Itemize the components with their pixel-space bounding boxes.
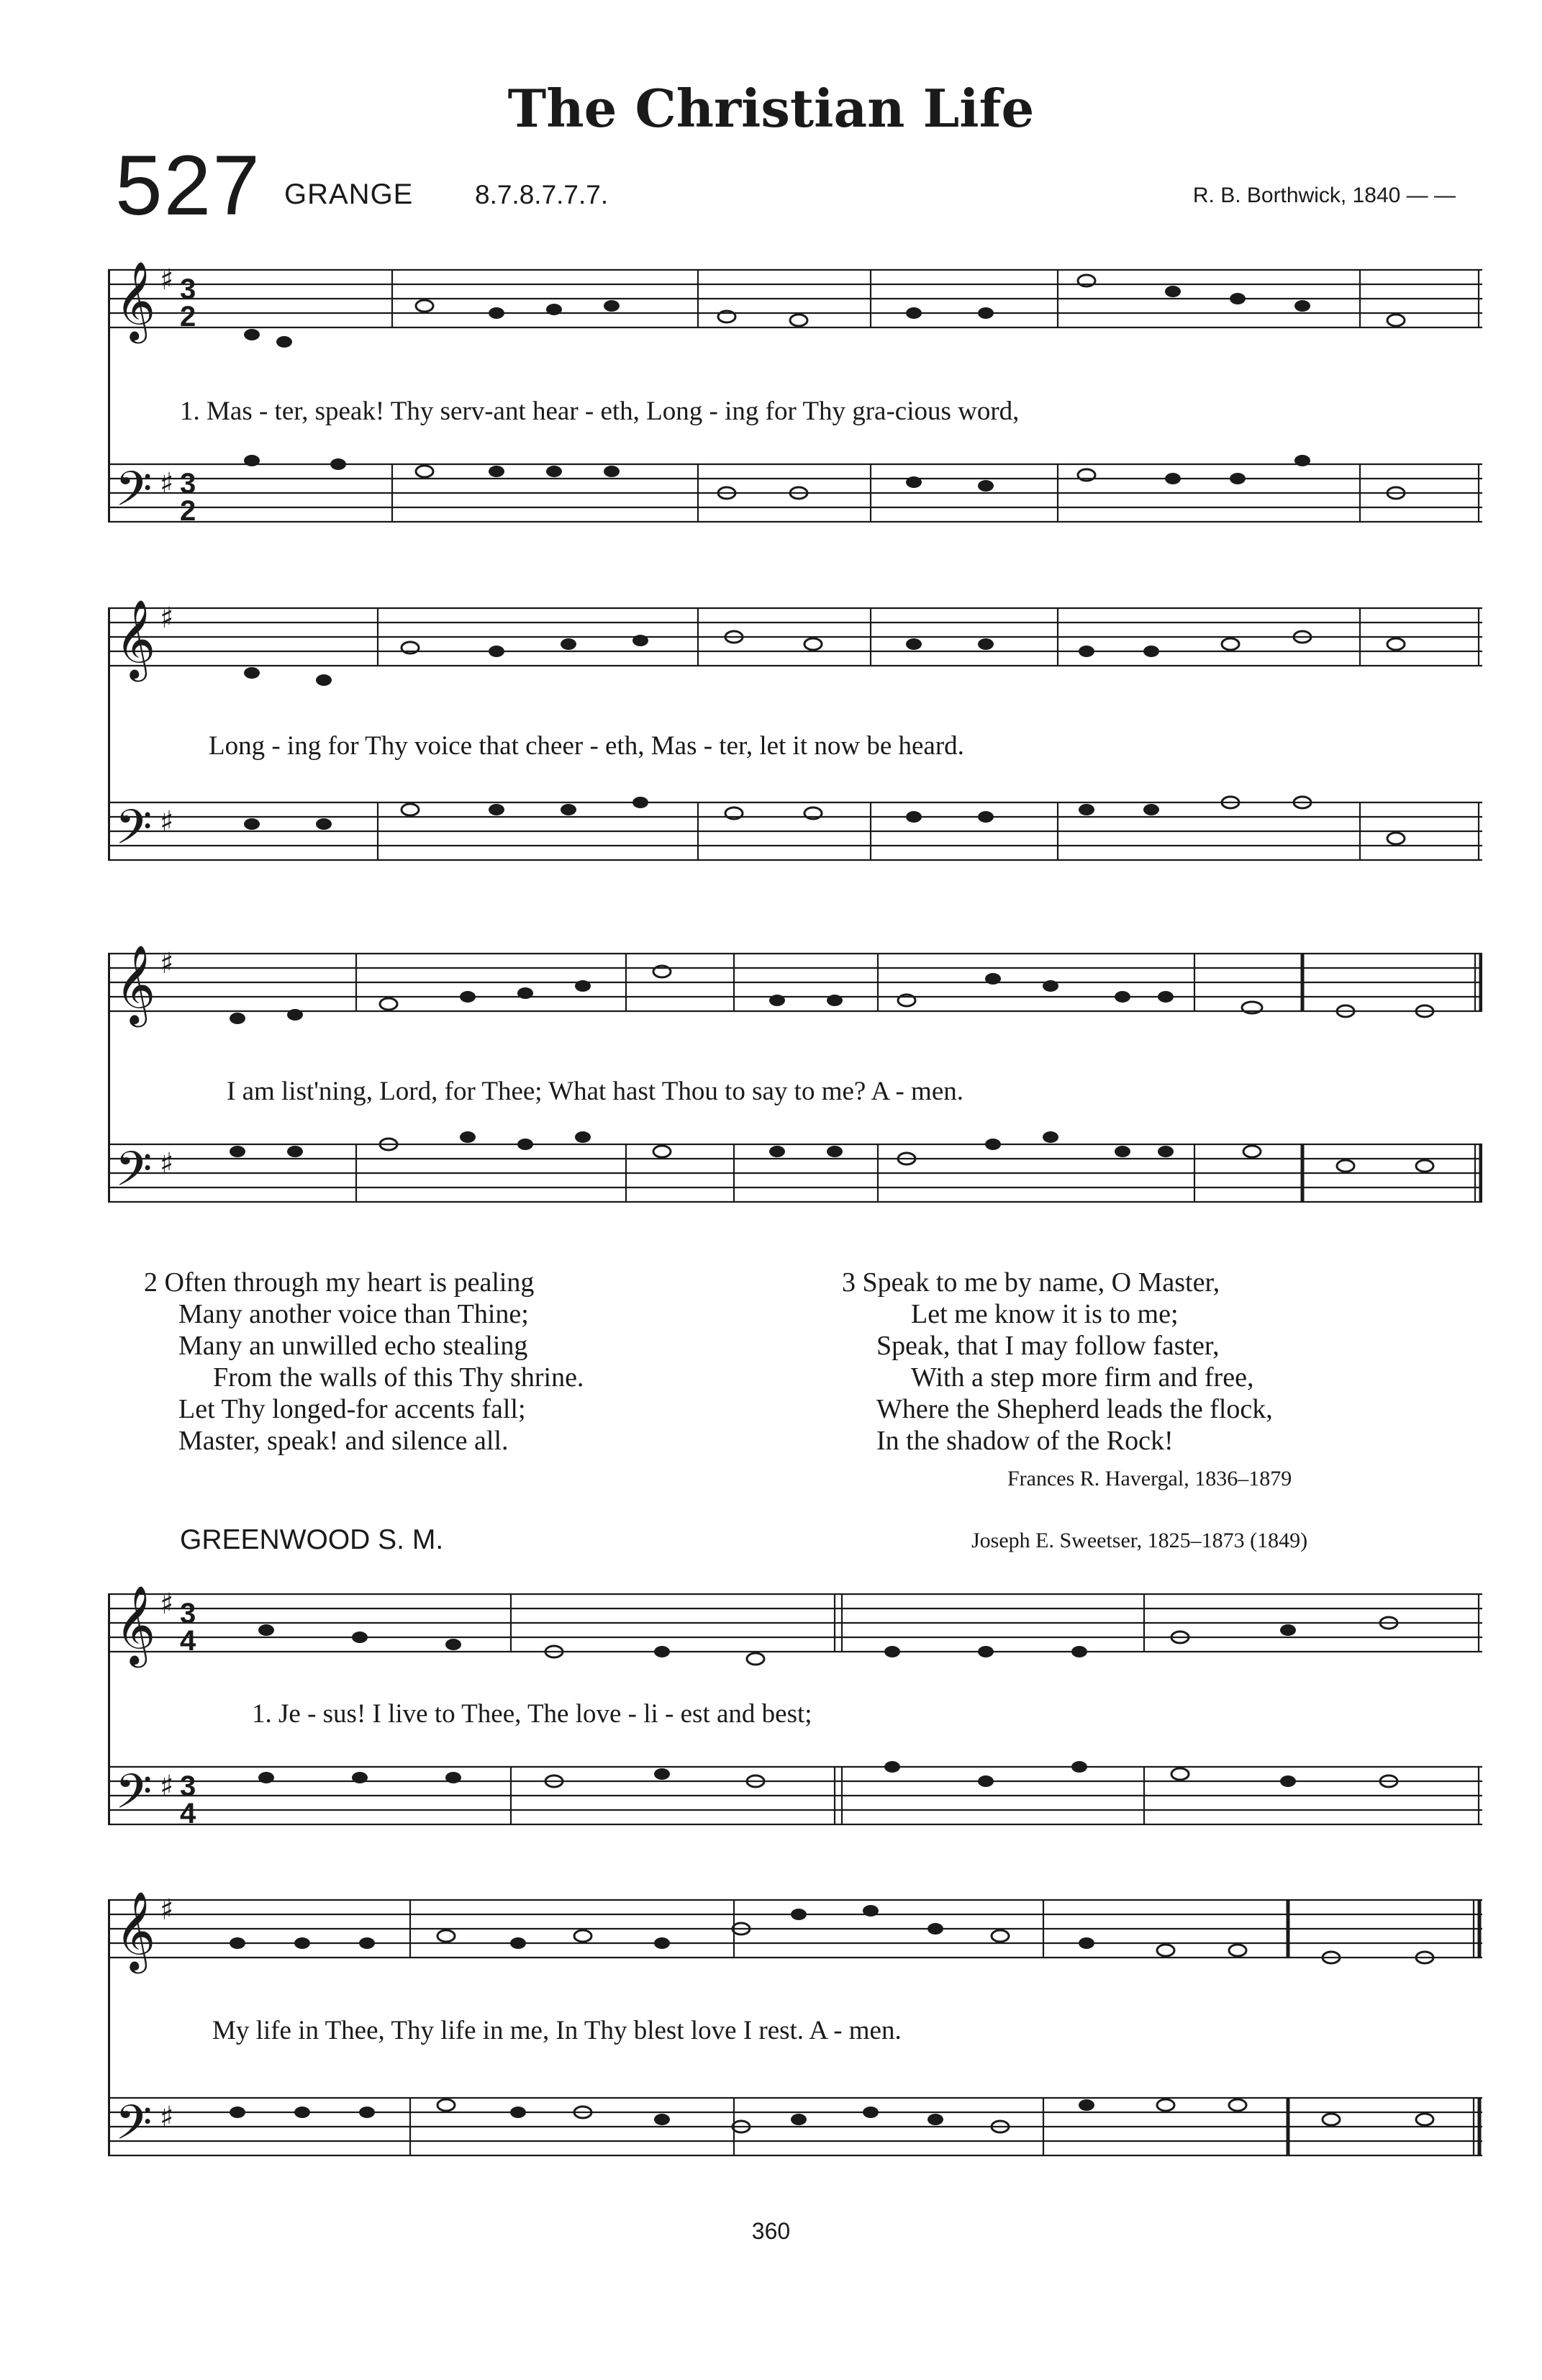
svg-text:3: 3 <box>180 1770 196 1802</box>
music-system-2 <box>108 583 1482 885</box>
svg-text:𝄢: 𝄢 <box>115 2095 153 2162</box>
stanza-line: Master, speak! and silence all. <box>178 1426 509 1456</box>
svg-text:2: 2 <box>180 301 196 332</box>
music-system-4 <box>108 1569 1482 1857</box>
composer-credit: R. B. Borthwick, 1840 — — <box>1192 184 1456 207</box>
stanza-line: From the walls of this Thy shrine. <box>213 1362 584 1393</box>
stanza-2 <box>144 1267 584 1457</box>
music-system-5 <box>108 1875 1482 2191</box>
svg-text:♯: ♯ <box>160 263 174 297</box>
svg-text:𝄢: 𝄢 <box>115 1764 153 1831</box>
composer-credit: Joseph E. Sweetser, 1825–1873 (1849) <box>971 1529 1308 1552</box>
lyric-line: Long - ing for Thy voice that cheer - eth, Mas - ter, let it now be heard. <box>209 731 964 761</box>
stanza-line: Many an unwilled echo stealing <box>178 1331 528 1361</box>
tune-name: GRANGE <box>284 178 414 210</box>
meter: 8.7.8.7.7.7. <box>475 180 609 209</box>
stanza-line: Speak, that I may follow faster, <box>876 1331 1220 1361</box>
stanza-line: 2 Often through my heart is pealing <box>144 1267 535 1298</box>
svg-text:3: 3 <box>180 1598 196 1629</box>
svg-text:♯: ♯ <box>160 2101 174 2134</box>
svg-text:4: 4 <box>180 1798 196 1829</box>
stanza-line: Where the Shepherd leads the flock, <box>876 1394 1273 1424</box>
hymn-number: 527 <box>115 138 261 233</box>
stanza-3 <box>842 1267 1273 1457</box>
music-system-3 <box>108 928 1482 1231</box>
svg-text:3: 3 <box>180 273 196 305</box>
svg-text:♯: ♯ <box>160 467 174 500</box>
svg-text:𝄞: 𝄞 <box>115 945 156 1024</box>
svg-text:♯: ♯ <box>160 1588 174 1621</box>
stanza-line: With a step more firm and free, <box>911 1362 1254 1393</box>
svg-text:𝄢: 𝄢 <box>115 800 153 867</box>
lyric-line: My life in Thee, Thy life in me, In Thy blest love I rest. A - men. <box>212 2016 902 2045</box>
lyric-line: 1. Mas - ter, speak! Thy serv-ant hear - eth, Long - ing for Thy gra-cious word, <box>180 397 1020 426</box>
stanza-line: In the shadow of the Rock! <box>876 1426 1174 1456</box>
stanza-line: 3 Speak to me by name, O Master, <box>842 1267 1220 1298</box>
music-system-1 <box>108 245 1482 547</box>
section-title: The Christian Life <box>507 78 1035 139</box>
tune-meter: GREENWOOD S. M. <box>180 1524 444 1555</box>
svg-text:𝄢: 𝄢 <box>115 461 153 528</box>
svg-text:𝄢: 𝄢 <box>115 1141 153 1208</box>
svg-text:♯: ♯ <box>160 602 174 635</box>
svg-text:♯: ♯ <box>160 1770 174 1803</box>
lyric-line: I am list'ning, Lord, for Thee; What hast Thou to say to me? A - men. <box>227 1077 963 1106</box>
author-credit: Frances R. Havergal, 1836–1879 <box>1007 1467 1292 1490</box>
svg-text:♯: ♯ <box>160 1147 174 1180</box>
page-number: 360 <box>751 2218 791 2244</box>
lyric-line: 1. Je - sus! I live to Thee, The love - li - est and best; <box>252 1699 812 1729</box>
svg-text:♯: ♯ <box>160 1893 174 1927</box>
svg-text:♯: ♯ <box>160 947 174 980</box>
stanza-line: Let Thy longed-for accents fall; <box>178 1394 526 1424</box>
svg-text:𝄞: 𝄞 <box>115 1891 156 1970</box>
svg-text:𝄞: 𝄞 <box>115 599 156 679</box>
svg-text:4: 4 <box>180 1625 196 1657</box>
svg-text:𝄞: 𝄞 <box>115 1585 156 1665</box>
stanza-line: Let me know it is to me; <box>911 1299 1179 1329</box>
svg-text:♯: ♯ <box>160 805 174 838</box>
svg-text:3: 3 <box>180 468 196 499</box>
svg-text:𝄞: 𝄞 <box>115 261 156 340</box>
stanza-line: Many another voice than Thine; <box>178 1299 529 1329</box>
svg-text:2: 2 <box>180 495 196 527</box>
